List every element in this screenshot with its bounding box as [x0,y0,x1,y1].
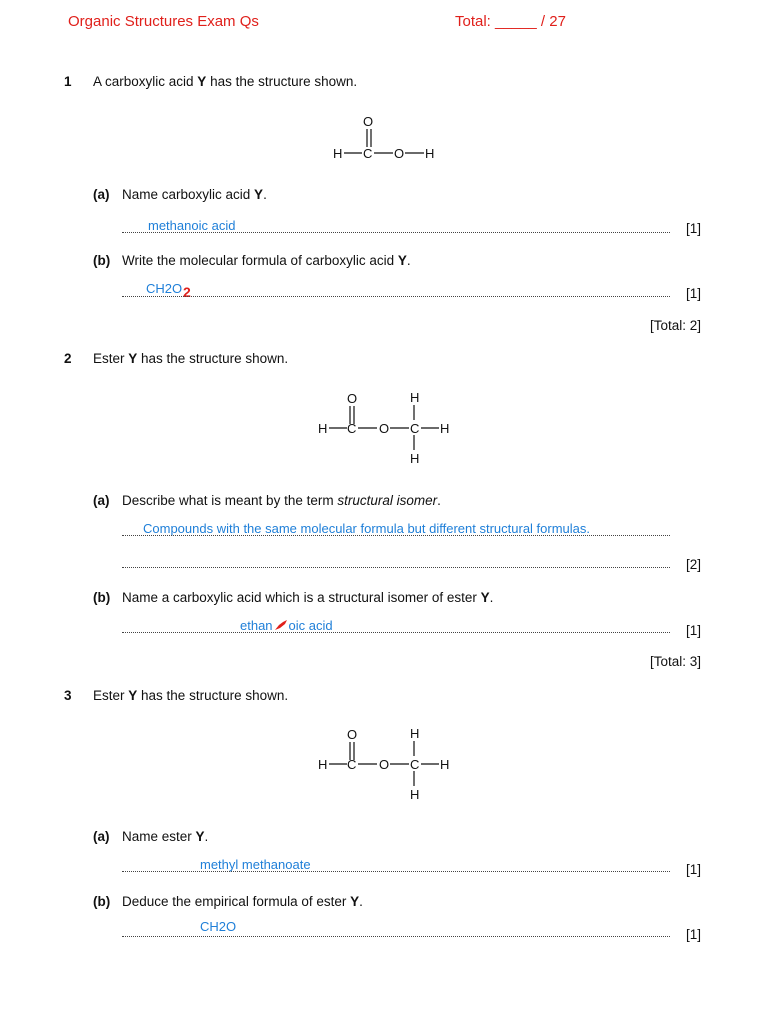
svg-text:C: C [410,421,420,436]
svg-text:O: O [379,757,390,772]
svg-text:O: O [394,146,405,161]
answer-line [122,871,670,872]
red-correction-subscript: 2 [183,284,191,300]
q2-part-a-text: Describe what is meant by the term structural isomer. [122,493,441,508]
answer-line [122,296,670,297]
svg-text:H: H [318,421,328,436]
answer-line [122,936,670,937]
page-title: Organic Structures Exam Qs [68,13,259,30]
svg-text:H: H [410,787,420,802]
q3a-answer: methyl methanoate [200,857,311,872]
svg-text:H: H [440,757,450,772]
q1a-answer: methanoic acid [148,218,236,233]
q1-part-b-text: Write the molecular formula of carboxylic acid Y. [122,253,411,268]
svg-text:H: H [425,146,435,161]
svg-text:H: H [410,726,420,741]
mark-allocation: [2] [686,557,702,572]
mark-allocation: [1] [686,286,702,301]
q3-part-b-label: (b) [93,894,111,909]
question-number-1: 1 [64,74,72,89]
q3-part-a-label: (a) [93,829,110,844]
question-1-stem: A carboxylic acid Y has the structure shown. [93,74,358,89]
svg-text:O: O [347,727,358,742]
question-number-3: 3 [64,688,72,703]
question-number-2: 2 [64,351,72,366]
answer-line [122,567,670,568]
methyl-methanoate-structure [310,387,470,469]
question-3-stem: Ester Y has the structure shown. [93,688,289,703]
q1-part-a-label: (a) [93,187,110,202]
question-1-total: [Total: 2] [650,318,702,333]
q1b-answer: CH2O [146,281,183,296]
q2-part-a-label: (a) [93,493,110,508]
svg-text:H: H [410,390,420,405]
svg-text:C: C [363,146,373,161]
q2b-answer: ethan oic acid [240,618,333,633]
q1-part-a-text: Name carboxylic acid Y. [122,187,267,202]
methanoic-acid-structure [320,110,450,170]
question-2-stem: Ester Y has the structure shown. [93,351,289,366]
mark-allocation: [1] [686,927,702,942]
svg-text:H: H [440,421,450,436]
methyl-methanoate-structure [310,723,470,805]
question-2-total: [Total: 3] [650,654,702,669]
svg-text:O: O [347,391,358,406]
red-scribble-mark [274,619,288,631]
answer-line [122,535,670,536]
mark-allocation: [1] [686,623,702,638]
q3-part-a-text: Name ester Y. [122,829,209,844]
q2-part-b-label: (b) [93,590,111,605]
q3b-answer: CH2O [200,919,237,934]
answer-line [122,632,670,633]
answer-line [122,232,670,233]
score-total: Total: _____ / 27 [455,13,566,30]
mark-allocation: [1] [686,221,702,236]
svg-text:H: H [410,451,420,466]
svg-text:O: O [363,114,374,129]
q3-part-b-text: Deduce the empirical formula of ester Y. [122,894,363,909]
q1-part-b-label: (b) [93,253,111,268]
svg-text:C: C [347,757,357,772]
q2a-answer: Compounds with the same molecular formula but different structural formulas. [143,521,591,536]
mark-allocation: [1] [686,862,702,877]
svg-text:O: O [379,421,390,436]
svg-text:C: C [347,421,357,436]
q2-part-b-text: Name a carboxylic acid which is a structural isomer of ester Y. [122,590,494,605]
svg-text:H: H [318,757,328,772]
svg-text:H: H [333,146,343,161]
svg-text:C: C [410,757,420,772]
